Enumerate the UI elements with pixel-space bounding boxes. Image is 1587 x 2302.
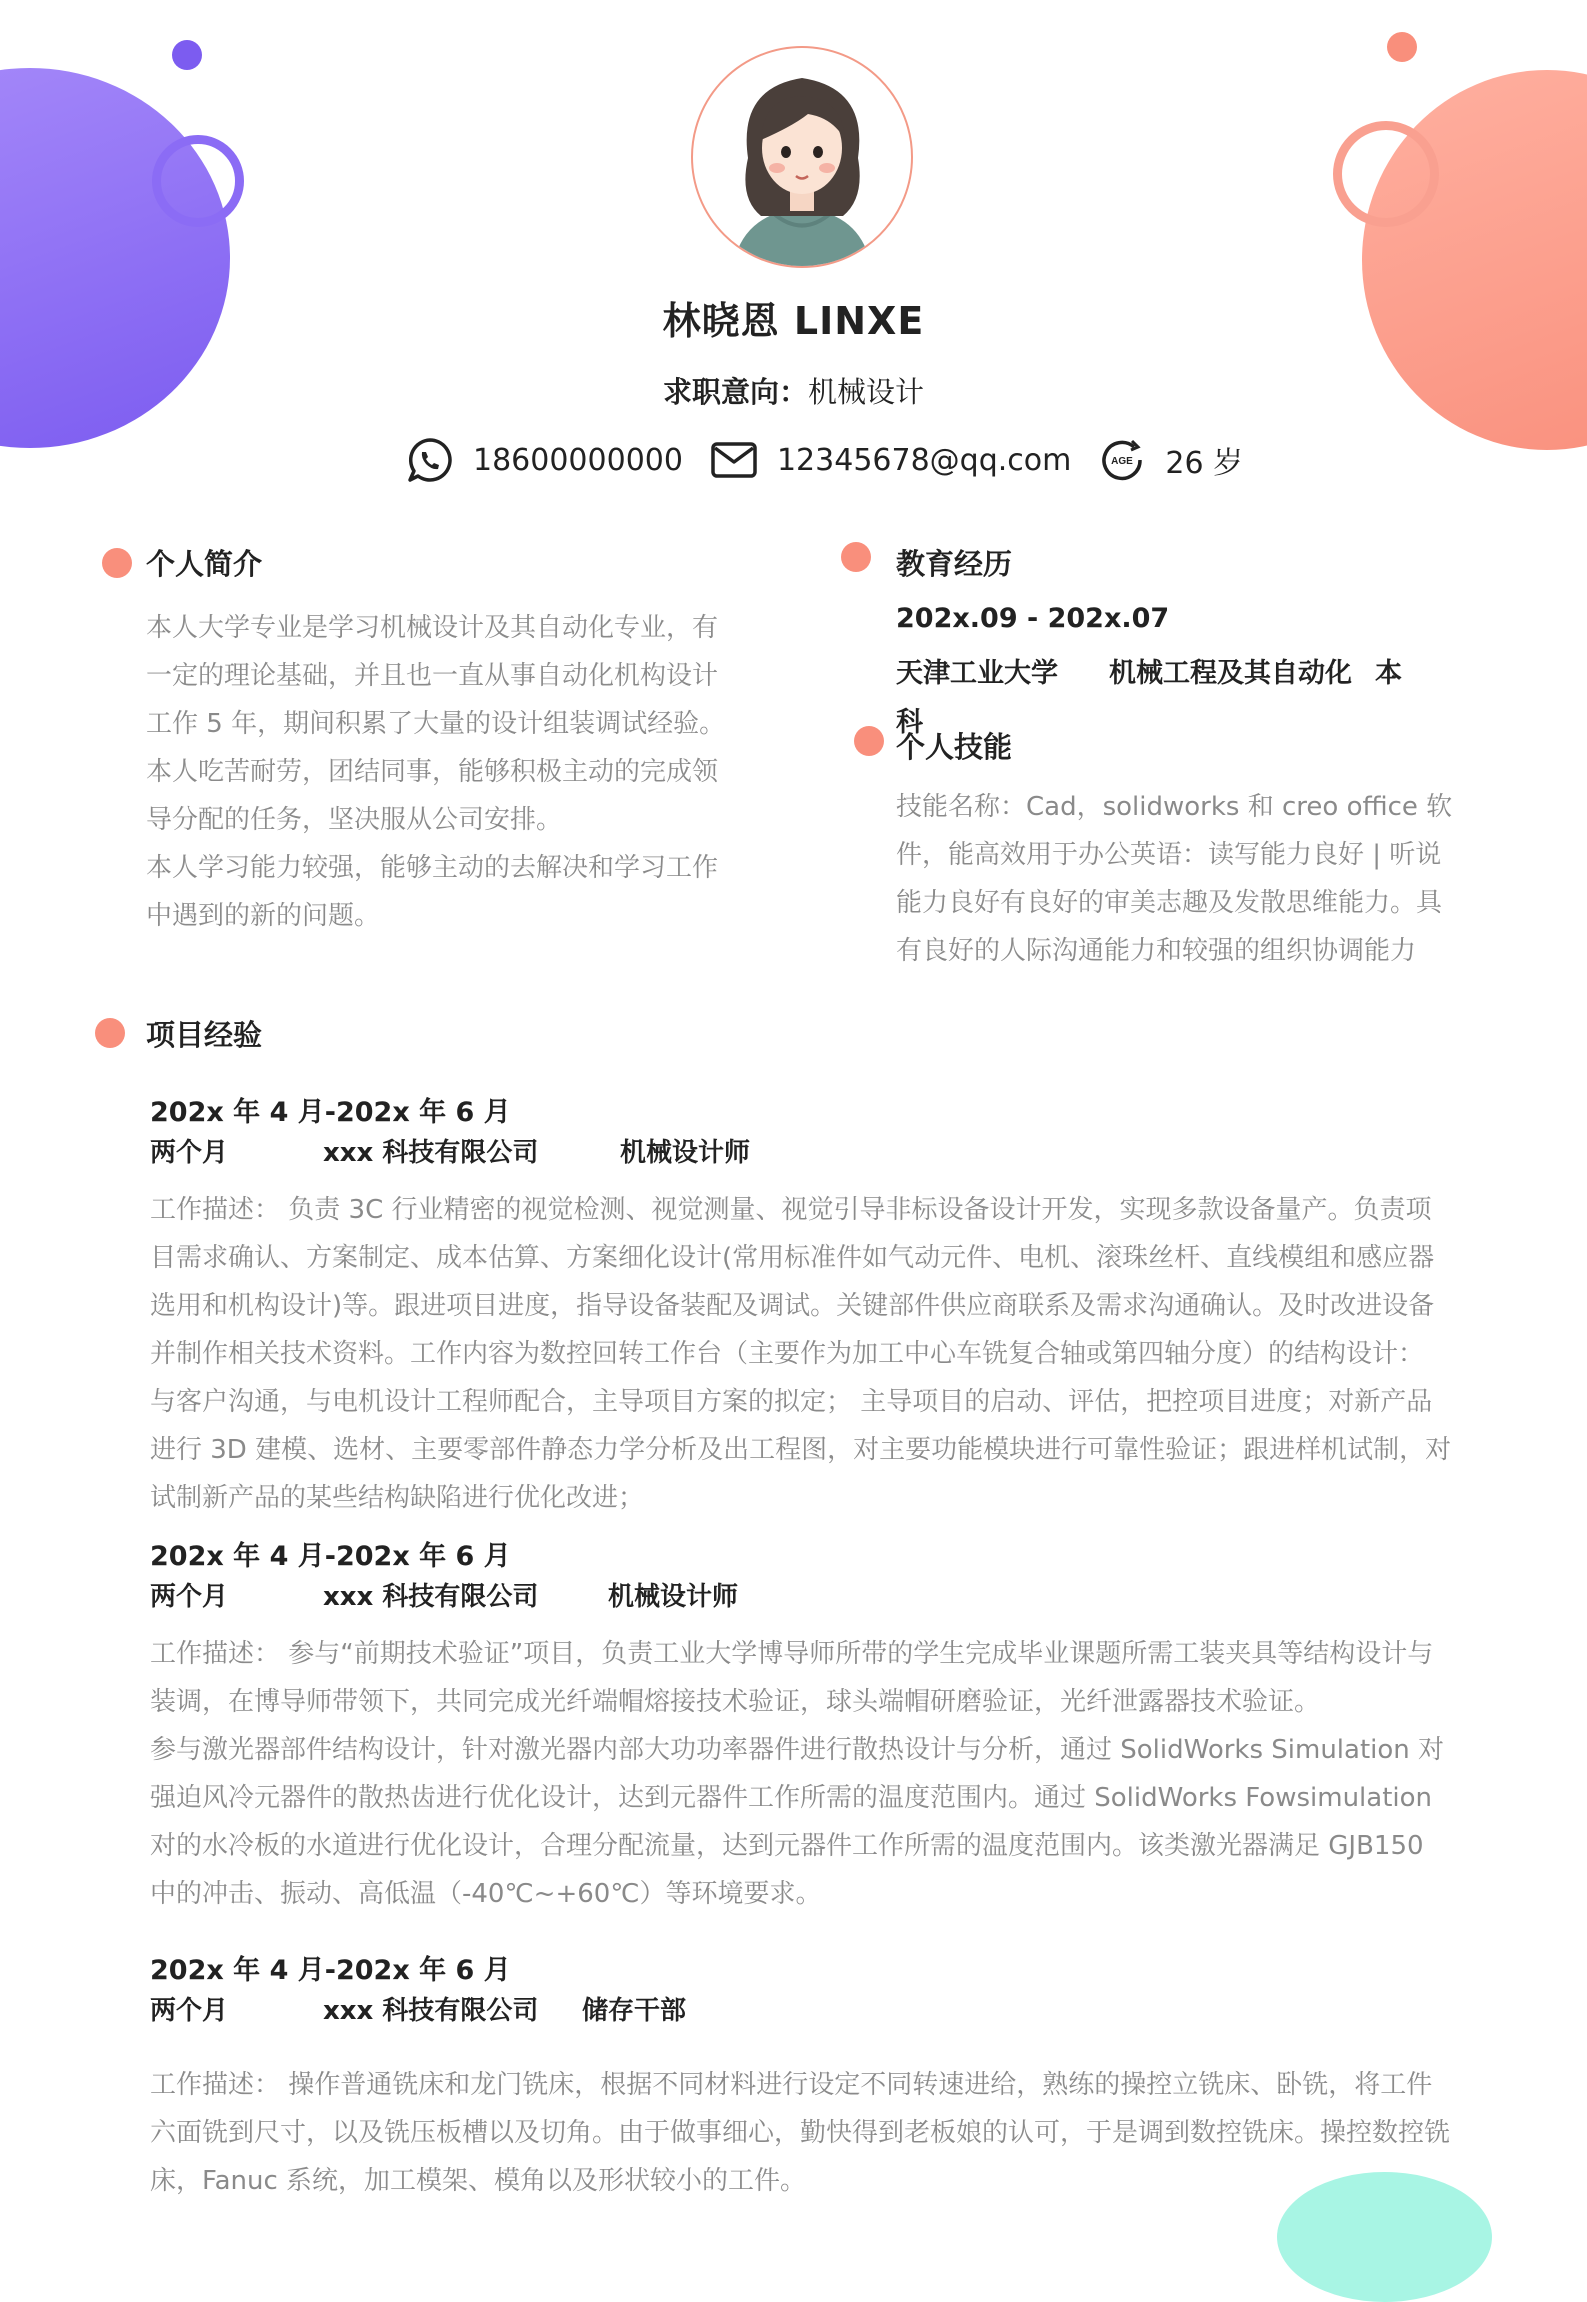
skills-line: 技能名称：Cad，solidworks 和 creo office 软 — [896, 792, 1453, 822]
project-role: 机械设计师 — [620, 1138, 751, 1168]
email-address: 12345678@qq.com — [776, 442, 1072, 478]
project-company: xxx 科技有限公司 — [323, 1582, 539, 1612]
skills-line: 件，能高效用于办公英语：读写能力良好 | 听说 — [896, 840, 1442, 870]
skills-text — [896, 783, 1496, 975]
decor-dot-purple — [172, 40, 202, 70]
job-intent-value: 机械设计 — [808, 375, 925, 409]
profile-line: 工作 5 年，期间积累了大量的设计组装调试经验。 — [146, 709, 726, 739]
project-desc-line: 并制作相关技术资料。工作内容为数控回转工作台（主要作为加工中心车铣复合轴或第四轴分度）的结构设计： — [150, 1339, 1425, 1369]
project-duration: 两个月 — [150, 1582, 229, 1612]
project-desc-line: 与客户沟通，与电机设计工程师配合，主导项目方案的拟定； 主导项目的启动、评估，把控项目进度；对新产品 — [150, 1387, 1433, 1417]
projects-title: 项目经验 — [146, 1018, 263, 1052]
profile-bullet — [102, 548, 132, 578]
project-period: 202x 年 4 月-202x 年 6 月 — [150, 1097, 511, 1128]
project-desc-line: 六面铣到尺寸，以及铣压板槽以及切角。由于做事细心，勤快得到老板娘的认可，于是调到数控铣床。操控数控铣 — [150, 2118, 1451, 2148]
whatsapp-phone-icon — [405, 435, 455, 485]
age-value: 26 岁 — [1165, 446, 1244, 481]
education-title: 教育经历 — [896, 547, 1013, 581]
project-desc-line: 工作描述： 操作普通铣床和龙门铣床，根据不同材料进行设定不同转速进给，熟练的操控立铣床、卧铣，将工件 — [150, 2070, 1433, 2100]
education-period: 202x.09 - 202x.07 — [896, 603, 1170, 634]
project-description — [150, 2061, 1500, 2205]
project-role: 机械设计师 — [608, 1582, 739, 1612]
job-intent — [0, 370, 1587, 411]
project-desc-line: 中的冲击、振动、高低温（-40℃~+60℃）等环境要求。 — [150, 1879, 822, 1909]
skills-title: 个人技能 — [896, 730, 1013, 764]
project-desc-line: 强迫风冷元器件的散热齿进行优化设计，达到元器件工作所需的温度范围内。通过 SolidWorks Fowsimulation — [150, 1783, 1433, 1813]
age-badge-text: AGE — [1111, 456, 1134, 467]
project-desc-line: 进行 3D 建模、选材、主要零部件静态力学分析及出工程图，对主要功能模块进行可靠性验证；跟进样机试制，对 — [150, 1435, 1452, 1465]
project-meta — [150, 1990, 686, 2027]
project-desc-line: 装调，在博导师带领下，共同完成光纤端帽熔接技术验证，球头端帽研磨验证，光纤泄露器技术验证。 — [150, 1687, 1321, 1717]
education-major: 机械工程及其自动化 — [1109, 658, 1352, 689]
education-bullet — [841, 542, 871, 572]
profile-line: 导分配的任务，坚决服从公司安排。 — [146, 805, 563, 835]
project-period: 202x 年 4 月-202x 年 6 月 — [150, 1541, 511, 1572]
project-duration: 两个月 — [150, 1996, 229, 2026]
profile-line: 本人学习能力较强，能够主动的去解决和学习工作 — [146, 853, 719, 883]
project-duration: 两个月 — [150, 1138, 229, 1168]
skills-line: 能力良好有良好的审美志趣及发散思维能力。具 — [896, 888, 1443, 918]
project-meta — [150, 1576, 738, 1613]
education-degree: 本 — [1375, 658, 1402, 689]
education-school: 天津工业大学 — [896, 658, 1058, 689]
project-meta — [150, 1132, 750, 1169]
project-desc-line: 工作描述： 参与“前期技术验证”项目，负责工业大学博导师所带的学生完成毕业课题所需工装夹具等结构设计与 — [150, 1639, 1434, 1669]
project-description — [150, 1186, 1500, 1522]
decor-dot-coral — [1387, 32, 1417, 62]
project-period: 202x 年 4 月-202x 年 6 月 — [150, 1955, 511, 1986]
job-intent-label: 求职意向： — [662, 375, 808, 409]
project-description — [150, 1630, 1500, 1918]
projects-bullet — [95, 1018, 125, 1048]
decor-ring-purple — [152, 135, 244, 227]
profile-line: 本人吃苦耐劳，团结同事，能够积极主动的完成领 — [146, 757, 719, 787]
avatar — [691, 46, 913, 268]
skills-bullet — [854, 726, 884, 756]
envelope-icon — [709, 435, 759, 485]
project-desc-line: 选用和机构设计)等。跟进项目进度，指导设备装配及调试。关键部件供应商联系及需求沟通确认。及时改进设备 — [150, 1291, 1435, 1321]
profile-line: 中遇到的新的问题。 — [146, 901, 381, 931]
profile-line: 一定的理论基础，并且也一直从事自动化机构设计 — [146, 661, 719, 691]
age-badge-icon — [1097, 435, 1147, 485]
contact-row — [405, 432, 1269, 488]
project-desc-line: 工作描述： 负责 3C 行业精密的视觉检测、视觉测量、视觉引导非标设备设计开发，实现多款设备量产。负责项 — [150, 1195, 1432, 1225]
profile-line: 本人大学专业是学习机械设计及其自动化专业，有 — [146, 613, 719, 643]
project-company: xxx 科技有限公司 — [323, 1996, 539, 2026]
phone-number: 18600000000 — [473, 442, 683, 478]
project-desc-line: 目需求确认、方案制定、成本估算、方案细化设计(常用标准件如气动元件、电机、滚珠丝杆、直线模组和感应器 — [150, 1243, 1435, 1273]
candidate-name: 林晓恩 LINXE — [662, 299, 925, 343]
project-desc-line: 对的水冷板的水道进行优化设计，合理分配流量，达到元器件工作所需的温度范围内。该类激光器满足 GJB150 — [150, 1831, 1424, 1861]
skills-line: 有良好的人际沟通能力和较强的组织协调能力 — [896, 936, 1417, 966]
decor-ring-coral — [1333, 121, 1439, 227]
project-desc-line: 试制新产品的某些结构缺陷进行优化改进； — [150, 1483, 645, 1513]
project-desc-line: 参与激光器部件结构设计，针对激光器内部大功功率器件进行散热设计与分析，通过 SolidWorks Simulation 对 — [150, 1735, 1445, 1765]
project-company: xxx 科技有限公司 — [323, 1138, 539, 1168]
education-degree-wrap: 科 — [896, 707, 923, 738]
project-desc-line: 床，Fanuc 系统，加工模架、模角以及形状较小的工件。 — [150, 2166, 807, 2196]
project-role: 储存干部 — [582, 1996, 687, 2026]
profile-text — [146, 604, 746, 940]
profile-title: 个人简介 — [146, 547, 263, 581]
